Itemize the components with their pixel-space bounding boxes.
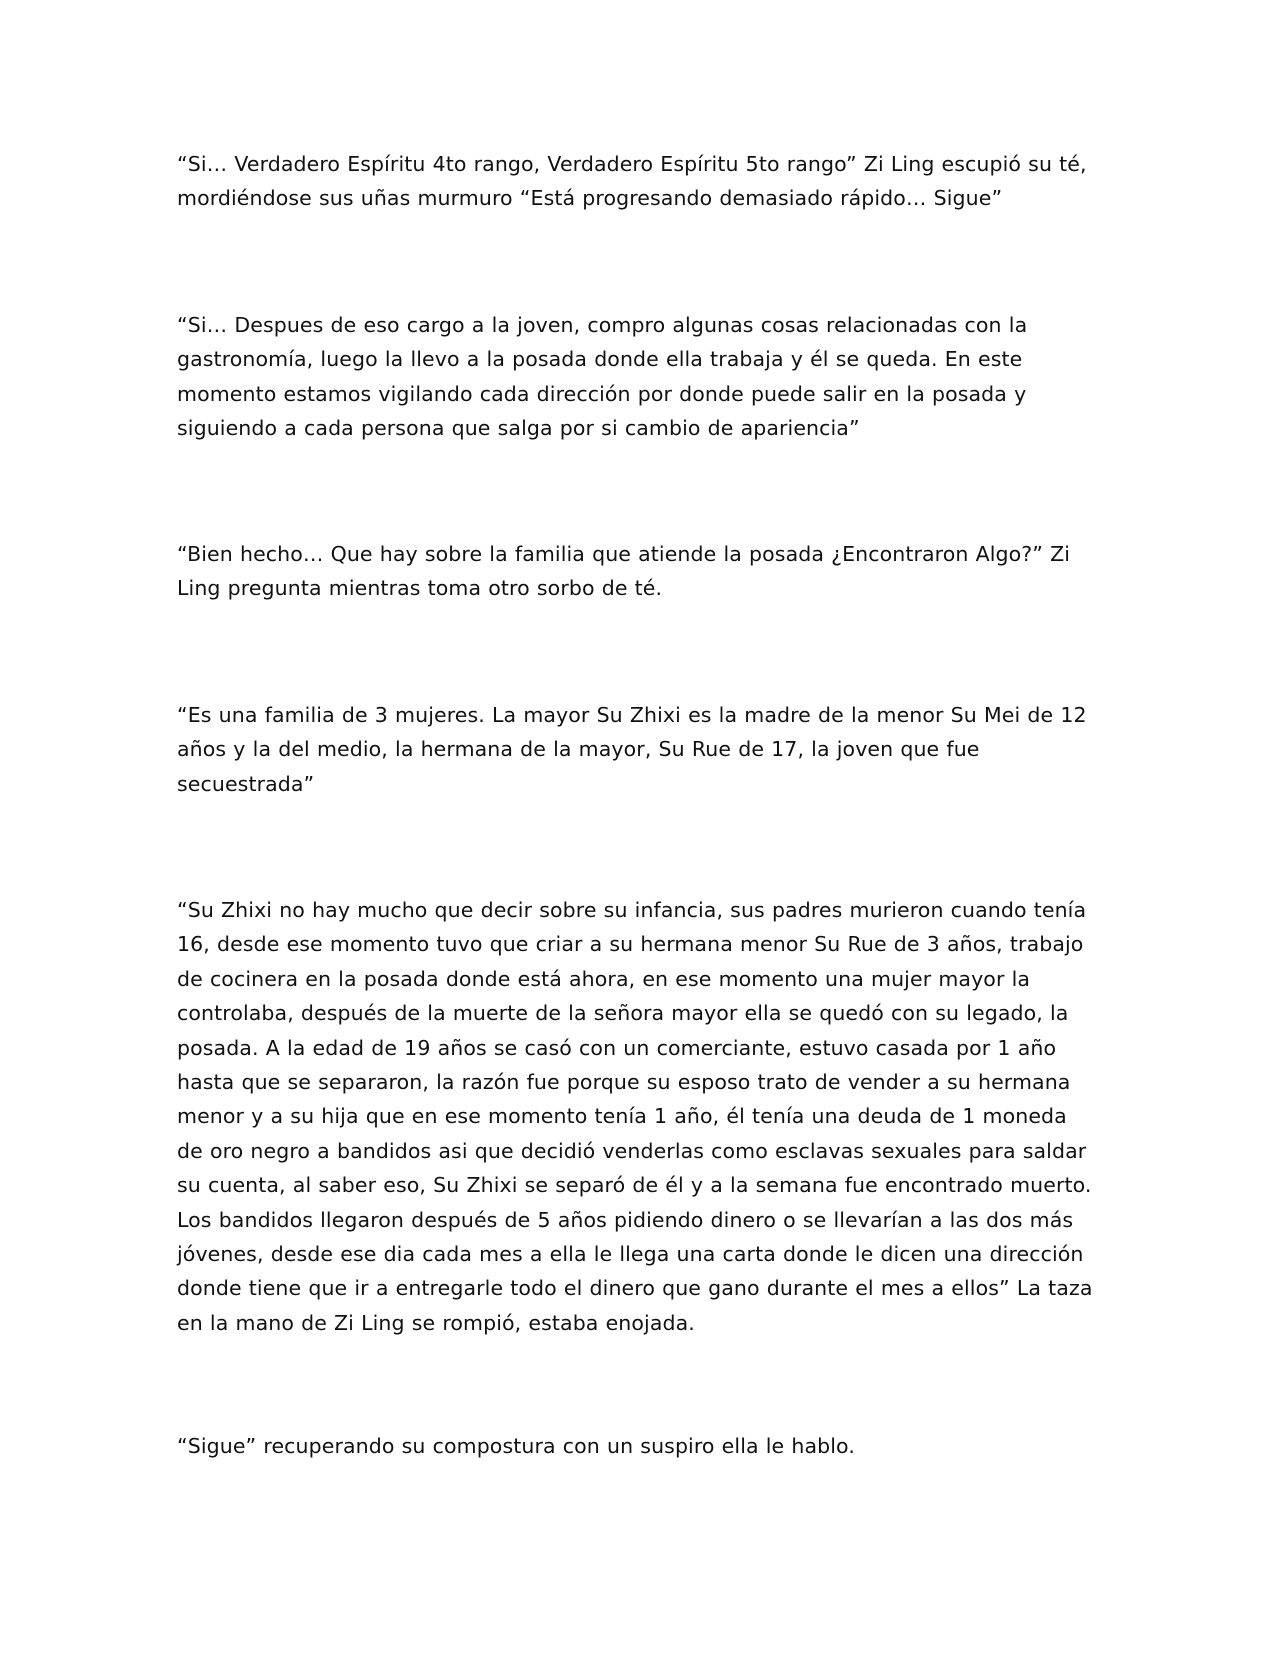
paragraph-2: “Si… Despues de eso cargo a la joven, compro algunas cosas relacionadas con la gastronomía, luego la llevo a la posada donde ella trabaja y él se queda. En este momento estamos vigilando cada dirección por donde puede salir en la posada y siguiendo a cada persona que salga por si cambio de apariencia” [177, 313, 1028, 441]
paragraph-6: “Sigue” recuperando su compostura con un suspiro ella le hablo. [177, 1434, 855, 1458]
paragraph-3: “Bien hecho… Que hay sobre la familia que atiende la posada ¿Encontraron Algo?” Zi Ling pregunta mientras toma otro sorbo de té. [177, 542, 1071, 601]
paragraph-4: “Es una familia de 3 mujeres. La mayor Su Zhixi es la madre de la menor Su Mei de 12 años y la del medio, la hermana de la mayor, Su Rue de 17, la joven que fue secuestrada” [177, 703, 1087, 796]
paragraph-1: “Si… Verdadero Espíritu 4to rango, Verdadero Espíritu 5to rango” Zi Ling escupió su té, mordiéndose sus uñas murmuro “Está progresando demasiado rápido… Sigue” [177, 152, 1087, 211]
paragraph-5: “Su Zhixi no hay mucho que decir sobre su infancia, sus padres murieron cuando tenía 16, desde ese momento tuvo que criar a su hermana menor Su Rue de 3 años, trabajo de cocinera en la posada donde está ahora, en ese momento una mujer mayor la controlaba, después de la muerte de la señora mayor ella se quedó con su legado, la posada. A la edad de 19 años se casó con un comerciante, estuvo casada por 1 año hasta que se separaron, la razón fue porque su esposo trato de vender a su hermana menor y a su hija que en ese momento tenía 1 año, él tenía una deuda de 1 moneda de oro negro a bandidos asi que decidió venderlas como esclavas sexuales para saldar su cuenta, al saber eso, Su Zhixi se separó de él y a la semana fue encontrado muerto. Los bandidos llegaron después de 5 años pidiendo dinero o se llevarían a las dos más jóvenes, desde ese dia cada mes a ella le llega una carta donde le dicen una dirección donde tiene que ir a entregarle todo el dinero que gano durante el mes a ellos” La taza en la mano de Zi Ling se rompió, estaba enojada. [177, 898, 1093, 1335]
